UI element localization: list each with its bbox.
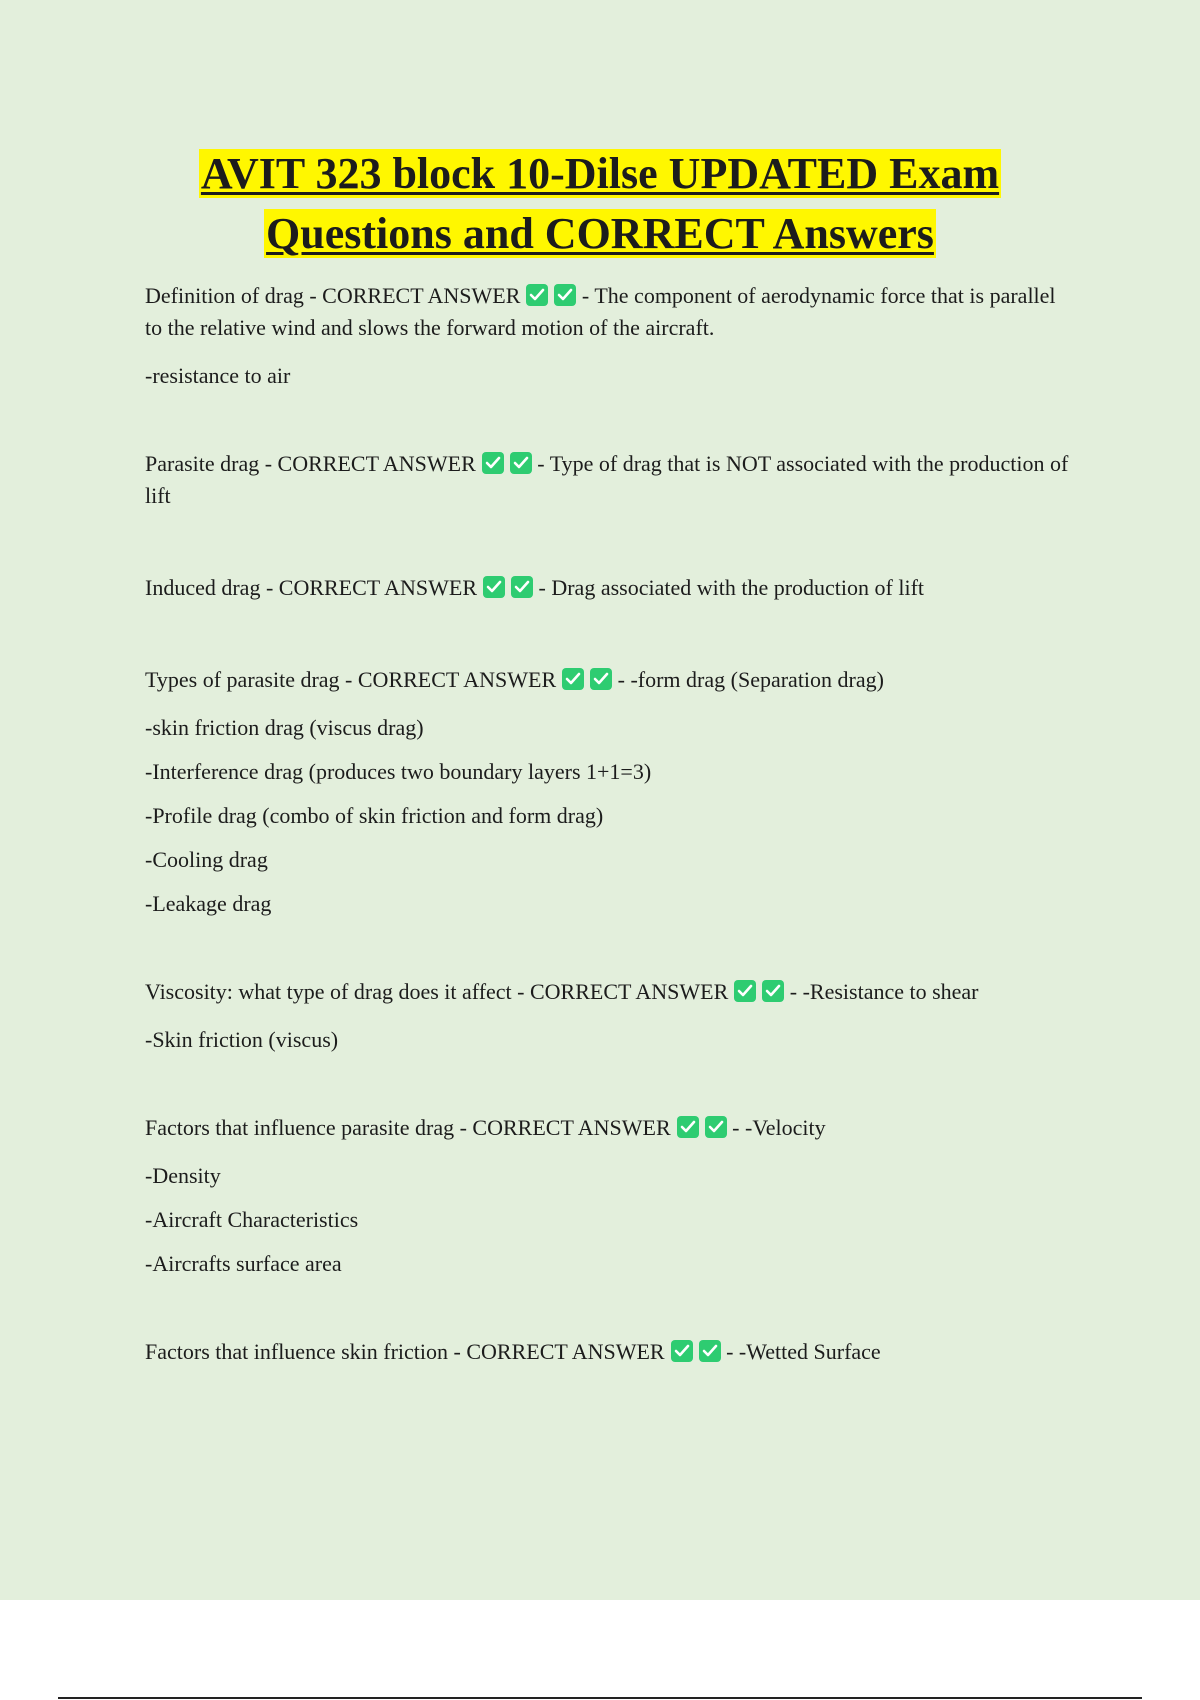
qa-item (145, 1336, 1075, 1368)
answer-text: - -Resistance to shear (789, 979, 979, 1004)
qa-list (145, 280, 1075, 1368)
check-box-icon (699, 1340, 721, 1362)
answer-text: - -form drag (Separation drag) (617, 667, 884, 692)
qa-line (145, 664, 1075, 696)
answer-extra-line: -skin friction drag (viscus drag) (145, 715, 424, 740)
question-text: Definition of drag - CORRECT ANSWER (145, 283, 521, 308)
question-text: Viscosity: what type of drag does it affect - CORRECT ANSWER (145, 979, 729, 1004)
question-text: Types of parasite drag - CORRECT ANSWER (145, 667, 557, 692)
qa-line (145, 448, 1075, 512)
answer-extra-line: -Skin friction (viscus) (145, 1027, 339, 1052)
title-line-1: AVIT 323 block 10-Dilse UPDATED Exam (200, 149, 1000, 198)
check-box-icon (562, 668, 584, 690)
qa-line (145, 572, 1075, 604)
question-text: Factors that influence parasite drag - CORRECT ANSWER (145, 1115, 671, 1140)
check-box-icon (734, 980, 756, 1002)
answer-extra-line: -Aircraft Characteristics (145, 1207, 359, 1232)
answer-extra-line: -Density (145, 1163, 221, 1188)
answer-extra-line: -Interference drag (produces two boundary layers 1+1=3) (145, 759, 652, 784)
check-box-icon (677, 1116, 699, 1138)
check-box-icon (671, 1340, 693, 1362)
qa-item (145, 280, 1075, 388)
qa-line (145, 280, 1075, 344)
answer-text: - Drag associated with the production of lift (538, 575, 925, 600)
qa-item (145, 1112, 1075, 1276)
question-text: Induced drag - CORRECT ANSWER (145, 575, 478, 600)
qa-line (145, 1336, 1075, 1368)
check-box-icon (526, 284, 548, 306)
qa-line (145, 1112, 1075, 1144)
check-box-icon (483, 576, 505, 598)
answer-extra-line: -Aircrafts surface area (145, 1251, 342, 1276)
answer-text: - The component of aerodynamic force that is parallel to the relative wind and slows the forward motion of the aircraft. (145, 283, 1056, 340)
qa-item (145, 664, 1075, 916)
check-box-icon (554, 284, 576, 306)
answer-extra-line: -resistance to air (145, 363, 291, 388)
check-box-icon (705, 1116, 727, 1138)
question-text: Factors that influence skin friction - CORRECT ANSWER (145, 1339, 665, 1364)
check-box-icon (482, 452, 504, 474)
answer-text: - -Velocity (732, 1115, 826, 1140)
answer-extra-line: -Profile drag (combo of skin friction and form drag) (145, 803, 604, 828)
footer-rule (58, 1697, 1142, 1699)
qa-item (145, 448, 1075, 512)
answer-extra-line: -Cooling drag (145, 847, 268, 872)
qa-line (145, 976, 1075, 1008)
check-box-icon (590, 668, 612, 690)
answer-extra-line: -Leakage drag (145, 891, 272, 916)
qa-item (145, 976, 1075, 1052)
qa-item (145, 572, 1075, 604)
document-title (0, 144, 1200, 264)
question-text: Parasite drag - CORRECT ANSWER (145, 451, 476, 476)
answer-text: - Type of drag that is NOT associated with the production of lift (145, 451, 1069, 508)
check-box-icon (510, 452, 532, 474)
answer-text: - -Wetted Surface (726, 1339, 881, 1364)
title-line-2: Questions and CORRECT Answers (266, 209, 934, 258)
check-box-icon (511, 576, 533, 598)
check-box-icon (762, 980, 784, 1002)
